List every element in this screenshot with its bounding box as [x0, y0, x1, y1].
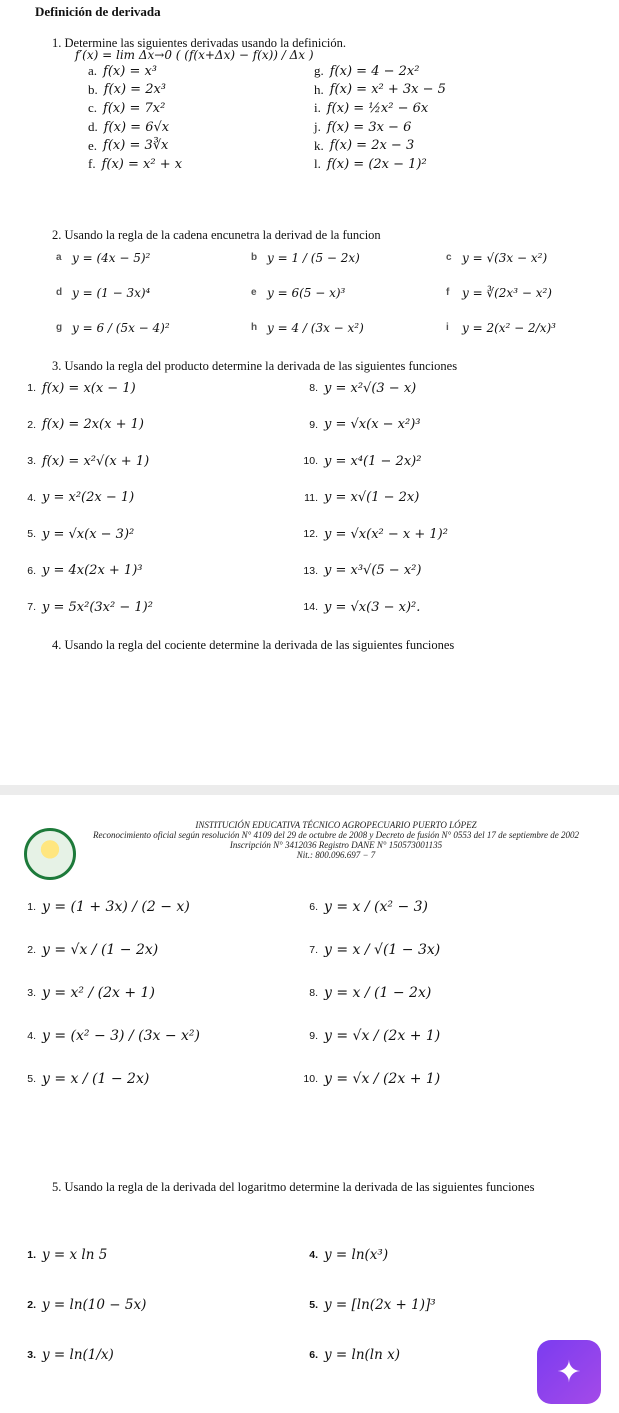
exercise-label: 13.: [303, 564, 318, 577]
exercise-expression: f(x) = x² + 3x − 5: [329, 82, 446, 98]
exercise-label: 6.: [309, 900, 318, 913]
exercise-label: 7.: [27, 601, 36, 614]
exercise-expression: y = √x / (2x + 1): [324, 1027, 441, 1044]
page-title: Definición de derivada: [35, 4, 161, 19]
exercise-label: i.: [314, 100, 321, 116]
question-2-heading: 2. Usando la regla de la cadena encunetra la derivad de la funcion: [52, 228, 381, 242]
exercise-label: 10.: [303, 1072, 318, 1085]
exercise-item: [88, 155, 314, 174]
question-4-list: [18, 885, 580, 1100]
exercise-expression: y = x ln 5: [42, 1247, 108, 1263]
exercise-label: 9.: [309, 418, 318, 431]
exercise-item: [88, 99, 314, 118]
exercise-label: 4.: [309, 1249, 318, 1261]
exercise-item: [300, 407, 580, 444]
school-name: INSTITUCIÓN EDUCATIVA TÉCNICO AGROPECUARIO PUERTO LÓPEZ: [195, 820, 477, 830]
exercise-item: [88, 118, 314, 137]
exercise-label: 2.: [27, 943, 36, 956]
exercise-expression: y = ∛(2x³ − x²): [462, 285, 552, 300]
exercise-item: [56, 310, 251, 345]
exercise-expression: y = 4x(2x + 1)³: [42, 563, 143, 579]
exercise-expression: y = x³√(5 − x²): [324, 563, 422, 579]
exercise-expression: f(x) = x(x − 1): [42, 380, 136, 396]
exercise-item: [300, 443, 580, 480]
question-4-heading: 4. Usando la regla del cociente determine la derivada de las siguientes funciones: [52, 638, 455, 652]
exercise-item: [18, 1230, 300, 1280]
exercise-expression: f(x) = x³: [103, 63, 158, 79]
exercise-expression: y = x² / (2x + 1): [42, 984, 155, 1001]
exercise-label: b.: [88, 81, 98, 97]
exercise-label: 4.: [27, 1029, 36, 1042]
exercise-expression: y = √x(x − x²)³: [324, 417, 421, 433]
exercise-label: 4.: [27, 491, 36, 504]
exercise-item: [300, 928, 580, 971]
exercise-label: 1.: [27, 900, 36, 913]
exercise-expression: y = ln(x³): [324, 1247, 389, 1263]
exercise-label: 1.: [27, 1249, 36, 1261]
exercise-expression: y = 6(5 − x)³: [267, 285, 346, 300]
exercise-item: [300, 553, 580, 590]
exercise-label: b: [251, 252, 258, 263]
exercise-label: d: [56, 287, 63, 298]
exercise-label: 1.: [27, 382, 36, 395]
exercise-label: 2.: [27, 418, 36, 431]
exercise-label: 3.: [27, 1349, 36, 1361]
exercise-item: [446, 310, 619, 345]
exercise-expression: y = 5x²(3x² − 1)²: [42, 599, 153, 615]
exercise-label: 12.: [303, 528, 318, 541]
exercise-expression: f(x) = 4 − 2x²: [329, 63, 420, 79]
exercise-label: a.: [88, 63, 98, 79]
question-1-list: [88, 62, 554, 174]
exercise-item: [251, 310, 446, 345]
exercise-expression: f(x) = (2x − 1)²: [326, 156, 427, 172]
exercise-item: [18, 480, 300, 517]
question-1-heading: 1. Determine las siguientes derivadas usando la definición.: [52, 36, 347, 50]
exercise-label: 10.: [303, 455, 318, 468]
exercise-expression: y = (4x − 5)²: [72, 250, 151, 265]
exercise-item: [314, 155, 554, 174]
exercise-item: [18, 1330, 300, 1380]
exercise-item: [88, 62, 314, 81]
exercise-expression: y = (1 + 3x) / (2 − x): [42, 898, 190, 915]
exercise-label: 8.: [309, 382, 318, 395]
exercise-label: 3.: [27, 455, 36, 468]
exercise-label: f: [446, 287, 450, 298]
exercise-item: [314, 81, 554, 100]
exercise-item: [18, 443, 300, 480]
exercise-label: e.: [88, 137, 98, 153]
exercise-label: f.: [88, 156, 96, 172]
question-3-list: [18, 370, 580, 626]
exercise-item: [18, 516, 300, 553]
exercise-label: 9.: [309, 1029, 318, 1042]
exercise-expression: y = √x(x² − x + 1)²: [324, 526, 448, 542]
exercise-label: 5.: [27, 1072, 36, 1085]
exercise-label: g: [56, 322, 63, 333]
exercise-expression: y = √x(x − 3)²: [42, 526, 135, 542]
exercise-item: [18, 553, 300, 590]
exercise-expression: y = ln(1/x): [42, 1347, 114, 1363]
exercise-expression: y = x / (x² − 3): [324, 898, 429, 915]
exercise-label: d.: [88, 119, 98, 135]
exercise-expression: y = x / √(1 − 3x): [324, 941, 441, 958]
exercise-expression: y = x⁴(1 − 2x)²: [324, 453, 422, 469]
exercise-expression: y = 2(x² − 2/x)³: [462, 320, 556, 335]
exercise-item: [300, 1280, 580, 1330]
exercise-expression: y = x²√(3 − x): [324, 380, 417, 396]
exercise-expression: y = x / (1 − 2x): [324, 984, 432, 1001]
exercise-label: c.: [88, 100, 98, 116]
exercise-item: [251, 240, 446, 275]
exercise-expression: y = ln(ln x): [324, 1347, 400, 1363]
ai-assistant-button[interactable]: [537, 1340, 601, 1404]
derivative-definition-formula: f′(x) = lim Δx→0 ( (f(x+Δx) − f(x)) / Δx ): [75, 48, 314, 62]
exercise-expression: y = (x² − 3) / (3x − x²): [42, 1027, 200, 1044]
exercise-item: [300, 480, 580, 517]
exercise-expression: f(x) = 2x − 3: [329, 138, 415, 154]
exercise-expression: f(x) = 7x²: [103, 100, 166, 116]
exercise-item: [18, 885, 300, 928]
exercise-item: [314, 136, 554, 155]
exercise-expression: y = x√(1 − 2x): [324, 490, 420, 506]
exercise-label: 5.: [27, 528, 36, 541]
exercise-item: [446, 275, 619, 310]
exercise-expression: f(x) = 2x³: [103, 82, 167, 98]
exercise-label: 2.: [27, 1299, 36, 1311]
exercise-expression: y = 1 / (5 − 2x): [267, 250, 360, 265]
exercise-expression: f(x) = 3x − 6: [326, 119, 412, 135]
exercise-item: [300, 516, 580, 553]
exercise-label: e: [251, 287, 257, 298]
school-logo: [24, 828, 76, 880]
question-2-list: [56, 240, 619, 345]
exercise-expression: y = x / (1 − 2x): [42, 1070, 150, 1087]
sparkle-chat-icon: ✦: [556, 1355, 582, 1389]
exercise-item: [88, 81, 314, 100]
exercise-expression: f(x) = x² + x: [101, 156, 183, 172]
exercise-item: [251, 275, 446, 310]
exercise-label: 11.: [304, 491, 318, 504]
exercise-item: [18, 589, 300, 626]
exercise-label: a: [56, 252, 62, 263]
exercise-item: [300, 1057, 580, 1100]
exercise-label: k.: [314, 137, 324, 153]
exercise-item: [18, 407, 300, 444]
exercise-item: [56, 240, 251, 275]
exercise-item: [314, 62, 554, 81]
exercise-label: 7.: [309, 943, 318, 956]
exercise-item: [88, 136, 314, 155]
exercise-expression: y = [ln(2x + 1)]³: [324, 1297, 436, 1313]
exercise-expression: y = √x / (1 − 2x): [42, 941, 159, 958]
school-recognition: Reconocimiento oficial según resolución N° 4109 del 29 de octubre de 2008 y Decreto de fusión N° 0553 del 17 de septiembre de 2002 Inscripción N° 3412036 Registro DANE N° 150573001135: [92, 830, 579, 850]
exercise-label: 5.: [309, 1299, 318, 1311]
exercise-expression: f(x) = 3∛x: [103, 138, 169, 154]
exercise-label: c: [446, 252, 452, 263]
exercise-item: [314, 99, 554, 118]
exercise-expression: y = √(3x − x²): [462, 250, 548, 265]
exercise-item: [300, 1014, 580, 1057]
exercise-label: h.: [314, 81, 324, 97]
exercise-label: h: [251, 322, 258, 333]
exercise-item: [18, 1014, 300, 1057]
exercise-expression: y = ln(10 − 5x): [42, 1297, 147, 1313]
exercise-label: l.: [314, 156, 321, 172]
exercise-item: [300, 971, 580, 1014]
exercise-item: [314, 118, 554, 137]
question-3-heading: 3. Usando la regla del producto determine la derivada de las siguientes funciones: [52, 359, 458, 373]
exercise-label: 14.: [303, 601, 318, 614]
exercise-item: [18, 1280, 300, 1330]
exercise-item: [18, 928, 300, 971]
exercise-item: [56, 275, 251, 310]
exercise-expression: y = √x(3 − x)².: [324, 599, 421, 615]
exercise-item: [300, 370, 580, 407]
exercise-label: i: [446, 322, 449, 333]
exercise-expression: f(x) = ½x² − 6x: [326, 100, 429, 116]
exercise-label: 8.: [309, 986, 318, 999]
exercise-expression: f(x) = 2x(x + 1): [42, 417, 144, 433]
exercise-label: 6.: [309, 1349, 318, 1361]
exercise-label: g.: [314, 63, 324, 79]
exercise-item: [446, 240, 619, 275]
question-5-heading: 5. Usando la regla de la derivada del logaritmo determine la derivada de las siguientes funciones: [52, 1180, 535, 1194]
exercise-expression: y = 4 / (3x − x²): [267, 320, 364, 335]
exercise-item: [18, 370, 300, 407]
exercise-item: [300, 1230, 580, 1280]
school-header: [86, 820, 586, 860]
exercise-label: 6.: [27, 564, 36, 577]
exercise-label: 3.: [27, 986, 36, 999]
exercise-expression: f(x) = x²√(x + 1): [42, 453, 150, 469]
school-nit: Nit.: 800.096.697 − 7: [296, 850, 376, 860]
exercise-expression: y = x²(2x − 1): [42, 490, 135, 506]
question-5-list: [18, 1230, 580, 1380]
exercise-item: [300, 589, 580, 626]
exercise-item: [300, 885, 580, 928]
exercise-item: [18, 971, 300, 1014]
exercise-expression: f(x) = 6√x: [103, 119, 170, 135]
exercise-expression: y = √x / (2x + 1): [324, 1070, 441, 1087]
exercise-expression: y = 6 / (5x − 4)²: [72, 320, 170, 335]
exercise-label: j.: [314, 119, 321, 135]
page-break-divider: [0, 785, 619, 795]
exercise-item: [18, 1057, 300, 1100]
exercise-expression: y = (1 − 3x)⁴: [72, 285, 151, 300]
